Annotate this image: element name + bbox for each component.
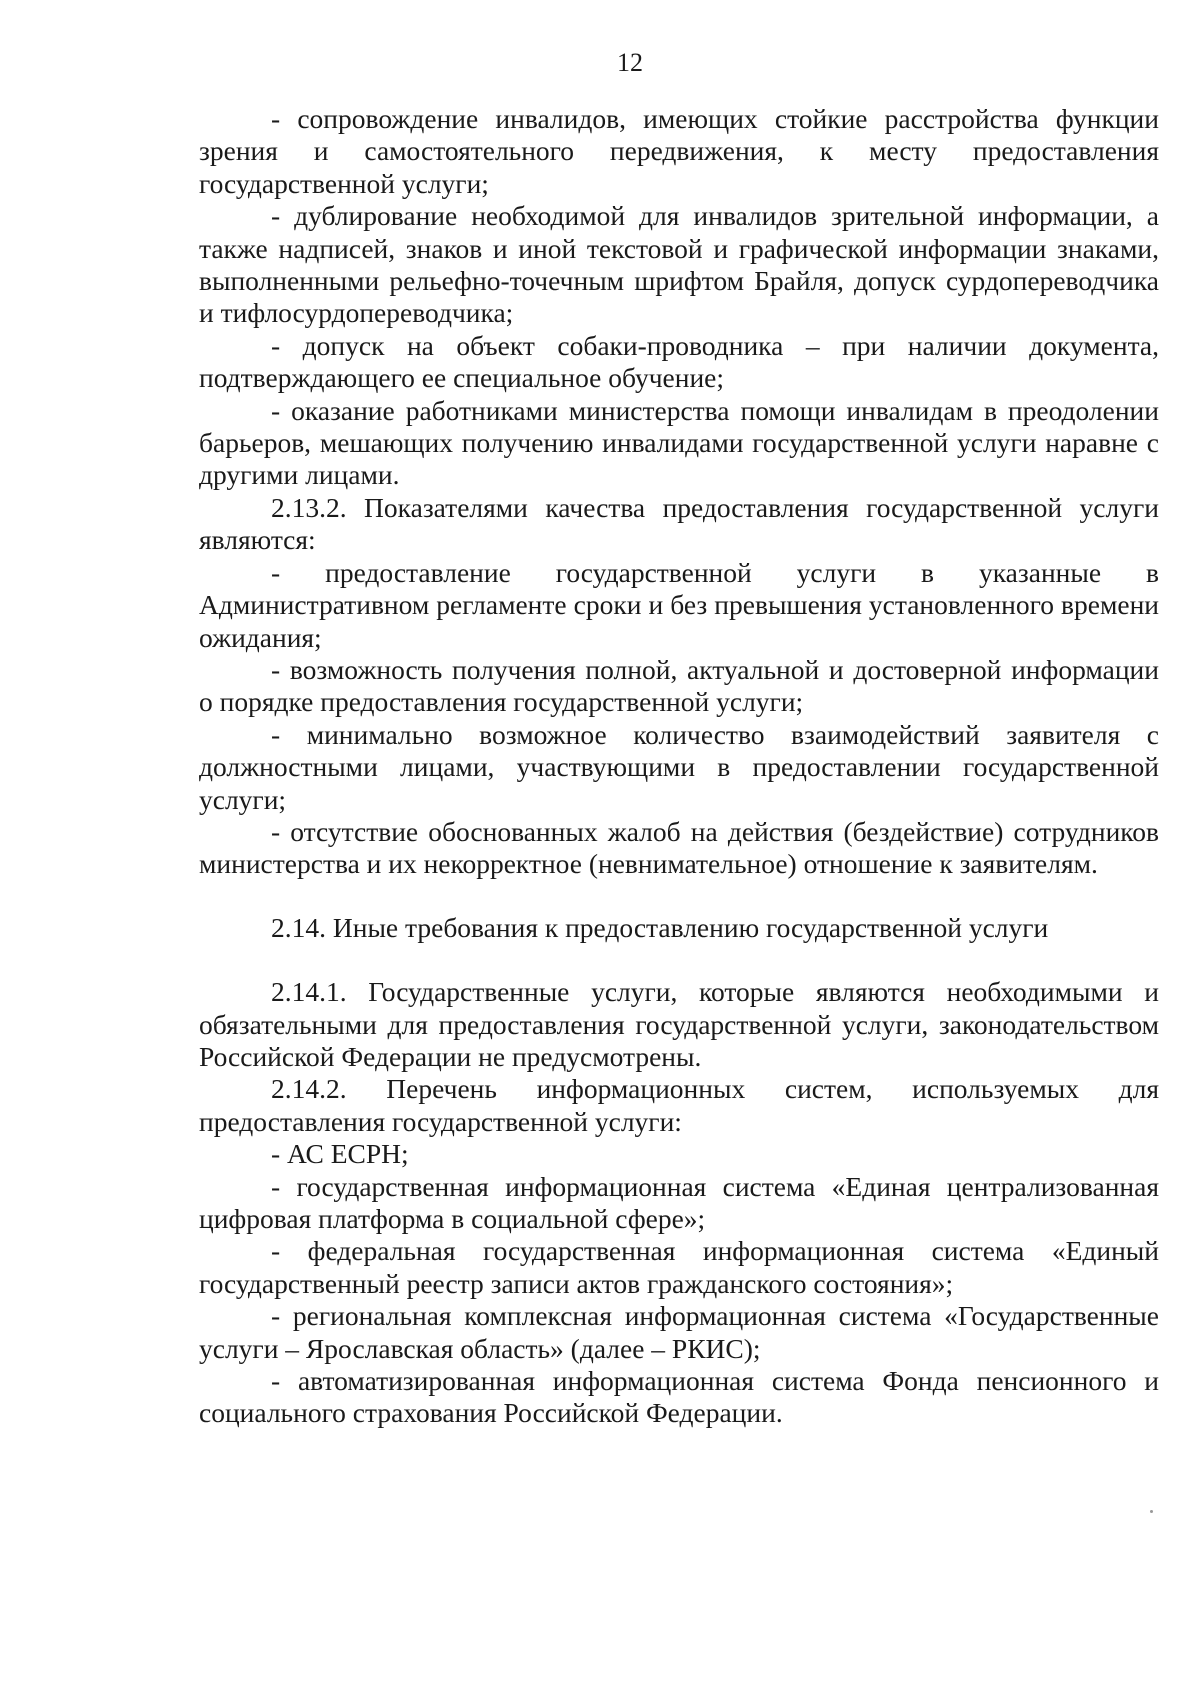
list-item: - государственная информационная система «Единая централизованная цифровая платформа в социальной сфере»; xyxy=(199,1170,1159,1234)
paragraph: 2.13.2. Показателями качества предоставления государственной услуги являются: xyxy=(199,491,1159,556)
paragraph: - сопровождение инвалидов, имеющих стойкие расстройства функции зрения и самостоятельного передвижения, к месту предоставления государственной услуги; xyxy=(199,103,1159,199)
paragraph: - предоставление государственной услуги в указанные в Административном регламенте сроки и без превышения установленного времени ожидания; xyxy=(199,556,1159,653)
section-heading: 2.14. Иные требования к предоставлению государственной услуги xyxy=(271,911,1049,943)
paragraph: 2.14.2. Перечень информационных систем, используемых для предоставления государственной услуги: xyxy=(199,1073,1159,1137)
page-number: 12 xyxy=(617,48,643,77)
paragraph: - минимально возможное количество взаимодействий заявителя с должностными лицами, участвующими в предоставлении государственной услуги; xyxy=(199,718,1159,815)
paragraph: - дублирование необходимой для инвалидов зрительной информации, а также надписей, знаков и иной текстовой и графической информации знаками, выполненными рельефно-точечным шрифтом Брайля, допуск сурдопереводчика и тифлосурдопереводчика; xyxy=(199,200,1159,329)
paragraph: 2.14.1. Государственные услуги, которые являются необходимыми и обязательными для предоставления государственной услуги, законодательством Российской Федерации не предусмотрены. xyxy=(199,976,1159,1072)
paragraph: - возможность получения полной, актуальной и достоверной информации о порядке предоставления государственной услуги; xyxy=(199,653,1159,718)
list-item: - АС ЕСРН; xyxy=(271,1138,409,1170)
paragraph: - отсутствие обоснованных жалоб на действия (бездействие) сотрудников министерства и их некорректное (невнимательное) отношение к заявителям. xyxy=(199,815,1159,880)
scan-speck xyxy=(1150,1510,1153,1513)
document-body xyxy=(199,103,1159,1430)
paragraph: - допуск на объект собаки-проводника – при наличии документа, подтверждающего ее специальное обучение; xyxy=(199,329,1159,394)
list-item: - федеральная государственная информационная система «Единый государственный реестр записи актов гражданского состояния»; xyxy=(199,1235,1159,1299)
list-item: - региональная комплексная информационная система «Государственные услуги – Ярославская область» (далее – РКИС); xyxy=(199,1300,1159,1364)
paragraph: - оказание работниками министерства помощи инвалидам в преодолении барьеров, мешающих получению инвалидами государственной услуги наравне с другими лицами. xyxy=(199,394,1159,491)
list-item: - автоматизированная информационная система Фонда пенсионного и социального страхования Российской Федерации. xyxy=(199,1365,1159,1429)
